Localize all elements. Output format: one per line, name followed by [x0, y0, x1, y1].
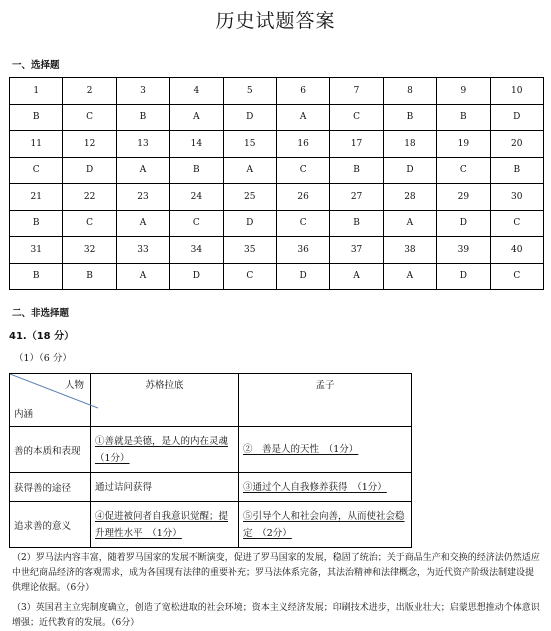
- corner-header-cell: [10, 374, 91, 427]
- answer-cell: D: [383, 157, 436, 184]
- answer-row: [10, 157, 544, 184]
- answer-table: [9, 77, 544, 290]
- question-number-cell: 39: [437, 237, 490, 264]
- answer-cell: D: [223, 210, 276, 237]
- answer-cell: C: [490, 210, 543, 237]
- question-number-row: [10, 184, 544, 211]
- answer-cell: B: [63, 263, 116, 290]
- question-number-row: [10, 237, 544, 264]
- question-number-cell: 20: [490, 131, 543, 158]
- question-number-cell: 6: [276, 78, 329, 105]
- question-41-part3: （3）英国君主立宪制度确立，创造了宽松进取的社会环境；资本主义经济发展；印刷技术进步，出版业壮大；启蒙思想推动个体意识增强；近代教育的发展。（6分）: [12, 603, 540, 628]
- question-number-cell: 40: [490, 237, 543, 264]
- page-title: 历史试题答案: [215, 10, 336, 32]
- question-number-cell: 26: [276, 184, 329, 211]
- table-cell: [239, 473, 412, 502]
- question-number-cell: 19: [437, 131, 490, 158]
- question-number-cell: 35: [223, 237, 276, 264]
- question-number-cell: 18: [383, 131, 436, 158]
- cell-text: ⑤引导个人和社会向善，从而使社会稳定 （2分）: [243, 510, 405, 539]
- question-number-cell: 9: [437, 78, 490, 105]
- answer-cell: A: [276, 104, 329, 131]
- answer-cell: B: [10, 263, 63, 290]
- question-number-cell: 12: [63, 131, 116, 158]
- answer-cell: D: [170, 263, 223, 290]
- question-number-cell: 22: [63, 184, 116, 211]
- answer-cell: B: [116, 104, 169, 131]
- question-number-cell: 24: [170, 184, 223, 211]
- answer-row: [10, 210, 544, 237]
- question-number-cell: 36: [276, 237, 329, 264]
- question-number-cell: 4: [170, 78, 223, 105]
- comparison-table: [9, 373, 412, 548]
- table-cell: [239, 502, 412, 548]
- question-number-cell: 32: [63, 237, 116, 264]
- answer-row: [10, 104, 544, 131]
- question-number-cell: 33: [116, 237, 169, 264]
- answer-cell: A: [383, 263, 436, 290]
- question-number-cell: 16: [276, 131, 329, 158]
- question-number-cell: 1: [10, 78, 63, 105]
- question-number-cell: 8: [383, 78, 436, 105]
- table-cell: [91, 427, 239, 473]
- question-number-cell: 31: [10, 237, 63, 264]
- question-number-cell: 37: [330, 237, 383, 264]
- question-number-cell: 7: [330, 78, 383, 105]
- answer-cell: C: [276, 157, 329, 184]
- row-label: 追求善的意义: [10, 502, 91, 548]
- question-number-cell: 27: [330, 184, 383, 211]
- question-number-cell: 34: [170, 237, 223, 264]
- answer-cell: C: [10, 157, 63, 184]
- table-cell: [239, 427, 412, 473]
- question-number-row: [10, 131, 544, 158]
- answer-cell: B: [437, 104, 490, 131]
- corner-header-person: 人物: [64, 380, 84, 391]
- answer-cell: D: [276, 263, 329, 290]
- answer-cell: D: [223, 104, 276, 131]
- answer-cell: C: [330, 104, 383, 131]
- answer-cell: D: [63, 157, 116, 184]
- answer-cell: C: [223, 263, 276, 290]
- answer-cell: B: [10, 210, 63, 237]
- answer-cell: C: [276, 210, 329, 237]
- corner-header-content: 内涵: [14, 409, 34, 420]
- question-number-cell: 15: [223, 131, 276, 158]
- question-number-cell: 17: [330, 131, 383, 158]
- question-number-cell: 3: [116, 78, 169, 105]
- column-header-socrates: 苏格拉底: [91, 374, 239, 427]
- table-cell: [91, 502, 239, 548]
- answer-cell: A: [383, 210, 436, 237]
- row-label: 善的本质和表现: [10, 427, 91, 473]
- answer-cell: A: [116, 263, 169, 290]
- cell-text: ③通过个人自我修养获得 （1分）: [243, 481, 387, 493]
- section-heading-nonchoice: 二、非选择题: [12, 308, 70, 319]
- answer-cell: C: [170, 210, 223, 237]
- row-label: 获得善的途径: [10, 473, 91, 502]
- answer-cell: C: [437, 157, 490, 184]
- answer-cell: B: [170, 157, 223, 184]
- answer-cell: B: [490, 157, 543, 184]
- answer-row: [10, 263, 544, 290]
- answer-cell: D: [490, 104, 543, 131]
- cell-text: ④促进被问者自我意识觉醒；提升理性水平 （1分）: [95, 510, 229, 539]
- question-41-part2: （2）罗马法内容丰富，随着罗马国家的发展不断演变，促进了罗马国家的发展，稳固了统治；关于商品生产和交换的经济法仍然适应中世纪商品经济的客观需求，成为各国现有法律的重要补充；罗马法体系完备，其法治精神和法律概念，为近代资产阶级法制建设提供理论依据。（6分）: [12, 553, 540, 593]
- answer-cell: C: [63, 104, 116, 131]
- question-number-cell: 2: [63, 78, 116, 105]
- answer-cell: A: [223, 157, 276, 184]
- question-number-cell: 13: [116, 131, 169, 158]
- question-number-row: [10, 78, 544, 105]
- question-number-cell: 25: [223, 184, 276, 211]
- question-41-title: 41.（18 分）: [9, 331, 75, 342]
- answer-cell: A: [330, 263, 383, 290]
- cell-text: ② 善是人的天性 （1分）: [243, 444, 359, 455]
- answer-cell: B: [383, 104, 436, 131]
- question-number-cell: 28: [383, 184, 436, 211]
- question-number-cell: 21: [10, 184, 63, 211]
- question-number-cell: 5: [223, 78, 276, 105]
- question-number-cell: 30: [490, 184, 543, 211]
- answer-cell: D: [437, 263, 490, 290]
- table-cell: 通过诘问获得: [91, 473, 239, 502]
- question-number-cell: 14: [170, 131, 223, 158]
- answer-cell: B: [330, 157, 383, 184]
- question-number-cell: 29: [437, 184, 490, 211]
- question-41-part1-label: （1）（6 分）: [14, 353, 72, 364]
- question-number-cell: 38: [383, 237, 436, 264]
- answer-cell: B: [330, 210, 383, 237]
- answer-cell: D: [437, 210, 490, 237]
- column-header-mencius: 孟子: [239, 374, 412, 427]
- answer-cell: A: [116, 157, 169, 184]
- question-number-cell: 11: [10, 131, 63, 158]
- answer-cell: B: [10, 104, 63, 131]
- question-number-cell: 23: [116, 184, 169, 211]
- question-number-cell: 10: [490, 78, 543, 105]
- answer-cell: C: [63, 210, 116, 237]
- answer-cell: A: [170, 104, 223, 131]
- cell-text: ①善就是美德，是人的内在灵魂（1分）: [95, 435, 229, 464]
- answer-cell: A: [116, 210, 169, 237]
- section-heading-choice: 一、选择题: [12, 60, 60, 71]
- answer-cell: C: [490, 263, 543, 290]
